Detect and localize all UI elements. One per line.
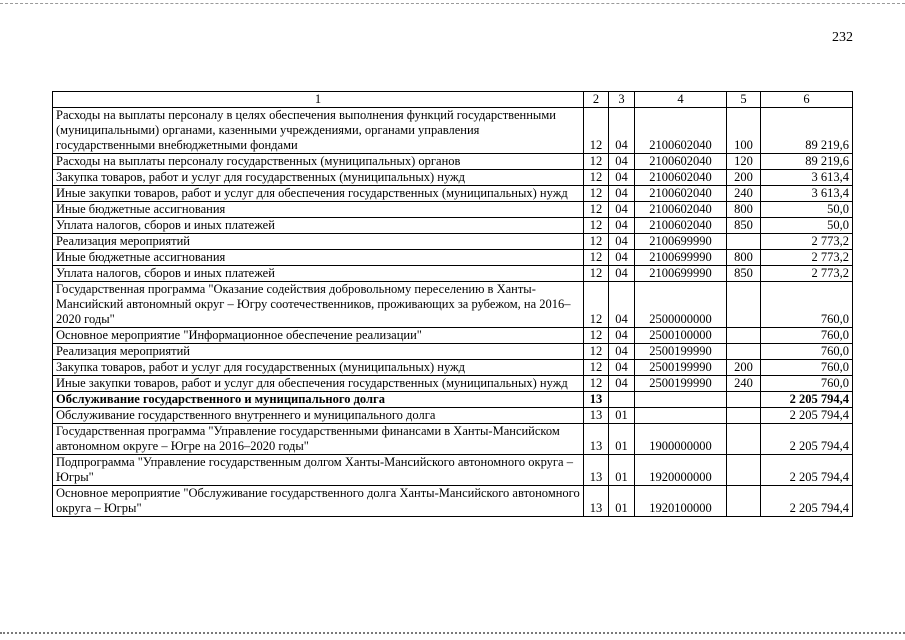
table-row [53,486,853,517]
row-name: Государственная программа "Управление государственными финансами в Ханты-Мансийском автономном округе – Югре на 2016–2020 годы" [53,424,584,455]
row-subsection: 01 [609,424,635,455]
table-body [53,108,853,517]
row-section: 13 [584,486,609,517]
row-amount: 2 205 794,4 [761,424,853,455]
row-target-article: 2500100000 [635,328,727,344]
row-subsection: 04 [609,234,635,250]
row-section: 12 [584,328,609,344]
row-amount: 3 613,4 [761,170,853,186]
table-row [53,266,853,282]
row-section: 13 [584,408,609,424]
row-subsection: 01 [609,486,635,517]
table-row [53,186,853,202]
row-expense-type [727,486,761,517]
row-name: Иные бюджетные ассигнования [53,202,584,218]
column-header-amount: 6 [761,92,853,108]
row-name: Расходы на выплаты персоналу в целях обеспечения выполнения функций государственными (муниципальными) органами, казенными учреждениями, органами управления государственными внебюджетными фондами [53,108,584,154]
row-target-article: 2100602040 [635,108,727,154]
column-header-name: 1 [53,92,584,108]
row-amount: 89 219,6 [761,154,853,170]
row-target-article: 1900000000 [635,424,727,455]
table-row [53,282,853,328]
row-subsection: 04 [609,202,635,218]
row-section: 12 [584,234,609,250]
row-subsection: 01 [609,455,635,486]
row-subsection: 04 [609,360,635,376]
row-section: 12 [584,202,609,218]
row-expense-type [727,234,761,250]
table-row [53,202,853,218]
row-amount: 2 773,2 [761,234,853,250]
row-name: Иные бюджетные ассигнования [53,250,584,266]
row-target-article: 2100602040 [635,170,727,186]
table-row [53,154,853,170]
table-row [53,376,853,392]
row-subsection: 04 [609,282,635,328]
row-name: Подпрограмма "Управление государственным долгом Ханты-Мансийского автономного округа – Югры" [53,455,584,486]
row-target-article: 2100699990 [635,234,727,250]
row-expense-type: 850 [727,266,761,282]
table-row [53,250,853,266]
row-section: 12 [584,344,609,360]
row-expense-type [727,455,761,486]
row-name: Обслуживание государственного внутреннего и муниципального долга [53,408,584,424]
row-section: 12 [584,218,609,234]
table-row [53,108,853,154]
row-subsection: 01 [609,408,635,424]
table-header-row [53,92,853,108]
row-expense-type [727,408,761,424]
row-subsection: 04 [609,376,635,392]
row-amount: 2 205 794,4 [761,392,853,408]
table-row [53,344,853,360]
table-row [53,218,853,234]
table-row [53,170,853,186]
row-name: Закупка товаров, работ и услуг для государственных (муниципальных) нужд [53,170,584,186]
table-row [53,392,853,408]
table-row [53,424,853,455]
row-section: 12 [584,186,609,202]
row-amount: 760,0 [761,328,853,344]
row-expense-type [727,282,761,328]
row-expense-type: 800 [727,250,761,266]
row-expense-type [727,392,761,408]
row-target-article: 1920100000 [635,486,727,517]
row-amount: 760,0 [761,344,853,360]
row-section: 12 [584,108,609,154]
row-subsection: 04 [609,170,635,186]
row-target-article: 2100602040 [635,218,727,234]
row-target-article: 2100699990 [635,266,727,282]
row-amount: 2 773,2 [761,250,853,266]
row-expense-type: 100 [727,108,761,154]
row-expense-type [727,344,761,360]
row-target-article: 1920000000 [635,455,727,486]
row-amount: 760,0 [761,282,853,328]
top-scan-edge [0,3,905,4]
row-section: 12 [584,170,609,186]
row-subsection [609,392,635,408]
row-subsection: 04 [609,250,635,266]
row-section: 12 [584,282,609,328]
row-subsection: 04 [609,108,635,154]
row-name: Уплата налогов, сборов и иных платежей [53,218,584,234]
row-target-article: 2100602040 [635,202,727,218]
row-amount: 760,0 [761,376,853,392]
table-row [53,455,853,486]
row-amount: 2 205 794,4 [761,486,853,517]
table-row [53,328,853,344]
column-header-target-article: 4 [635,92,727,108]
row-target-article: 2500000000 [635,282,727,328]
row-amount: 2 205 794,4 [761,408,853,424]
row-name: Основное мероприятие "Информационное обеспечение реализации" [53,328,584,344]
row-amount: 2 773,2 [761,266,853,282]
row-target-article: 2100602040 [635,186,727,202]
row-amount: 50,0 [761,218,853,234]
row-subsection: 04 [609,186,635,202]
row-name: Обслуживание государственного и муниципального долга [53,392,584,408]
row-section: 13 [584,424,609,455]
row-name: Основное мероприятие "Обслуживание государственного долга Ханты-Мансийского автономного округа – Югры" [53,486,584,517]
row-target-article [635,408,727,424]
row-expense-type: 850 [727,218,761,234]
row-section: 12 [584,360,609,376]
column-header-section: 2 [584,92,609,108]
bottom-scan-edge [0,632,905,634]
row-section: 13 [584,455,609,486]
row-subsection: 04 [609,344,635,360]
row-name: Расходы на выплаты персоналу государственных (муниципальных) органов [53,154,584,170]
row-subsection: 04 [609,266,635,282]
row-name: Закупка товаров, работ и услуг для государственных (муниципальных) нужд [53,360,584,376]
row-section: 12 [584,250,609,266]
table-row [53,408,853,424]
row-target-article: 2100602040 [635,154,727,170]
row-section: 12 [584,376,609,392]
row-section: 13 [584,392,609,408]
row-name: Реализация мероприятий [53,234,584,250]
row-name: Реализация мероприятий [53,344,584,360]
row-amount: 2 205 794,4 [761,455,853,486]
column-header-subsection: 3 [609,92,635,108]
row-name: Иные закупки товаров, работ и услуг для обеспечения государственных (муниципальных) нужд [53,186,584,202]
row-amount: 50,0 [761,202,853,218]
row-amount: 89 219,6 [761,108,853,154]
row-expense-type: 800 [727,202,761,218]
row-expense-type: 200 [727,170,761,186]
row-target-article: 2500199990 [635,344,727,360]
row-amount: 760,0 [761,360,853,376]
row-name: Уплата налогов, сборов и иных платежей [53,266,584,282]
row-subsection: 04 [609,154,635,170]
row-expense-type: 240 [727,376,761,392]
row-expense-type: 120 [727,154,761,170]
budget-table [52,91,853,517]
row-target-article: 2500199990 [635,376,727,392]
row-section: 12 [584,266,609,282]
row-target-article [635,392,727,408]
table-row [53,360,853,376]
row-expense-type: 240 [727,186,761,202]
row-expense-type: 200 [727,360,761,376]
row-expense-type [727,328,761,344]
row-target-article: 2100699990 [635,250,727,266]
row-subsection: 04 [609,328,635,344]
table-row [53,234,853,250]
row-target-article: 2500199990 [635,360,727,376]
row-name: Государственная программа "Оказание содействия добровольному переселению в Ханты-Мансийский автономный округ – Югру соотечественников, проживающих за рубежом, на 2016–2020 годы" [53,282,584,328]
row-section: 12 [584,154,609,170]
row-amount: 3 613,4 [761,186,853,202]
row-subsection: 04 [609,218,635,234]
row-expense-type [727,424,761,455]
page-number: 232 [832,30,853,45]
row-name: Иные закупки товаров, работ и услуг для обеспечения государственных (муниципальных) нужд [53,376,584,392]
column-header-expense-type: 5 [727,92,761,108]
